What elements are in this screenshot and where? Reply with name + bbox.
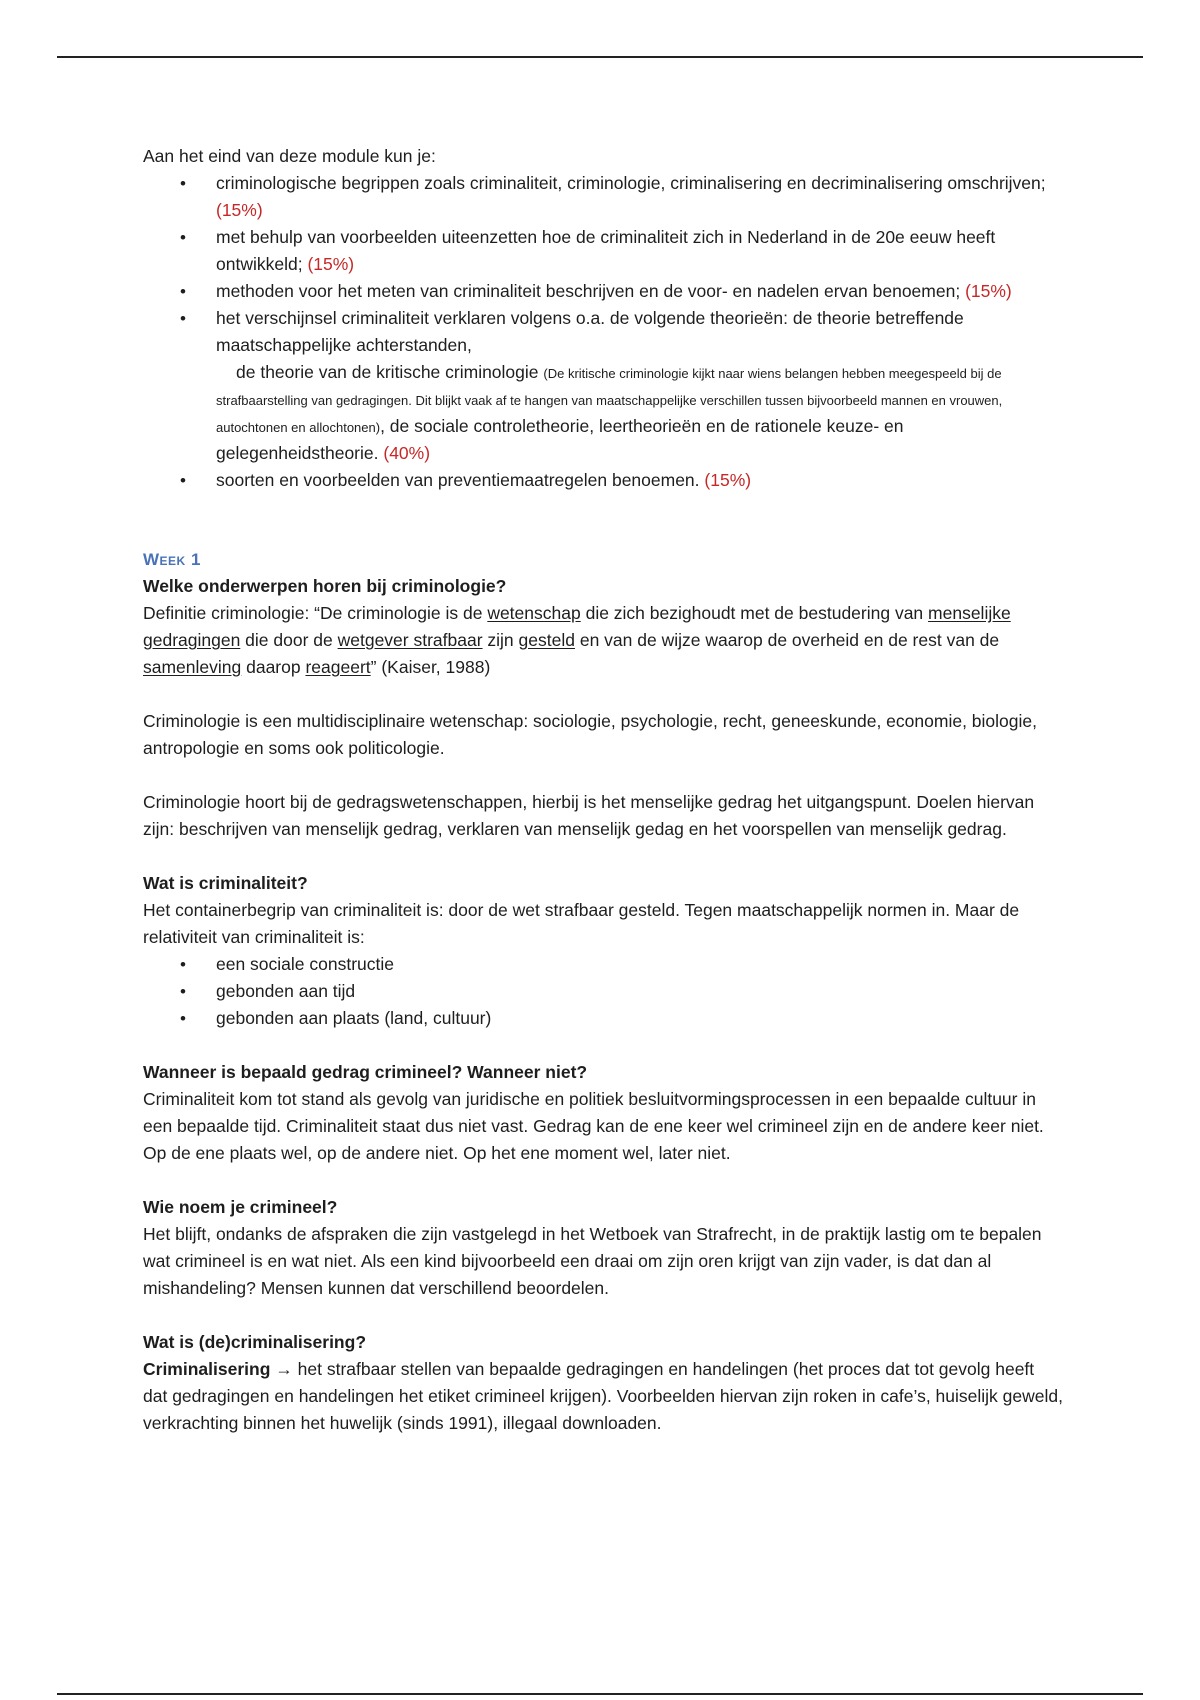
- paragraph: Criminaliteit kom tot stand als gevolg van juridische en politiek besluitvormingsprocessen in een bepaalde cultuur in een bepaalde tijd. Criminaliteit staat dus niet vast. Gedrag kan de ene keer wel crimineel zijn en de andere keer niet. Op de ene plaats wel, op de andere niet. Op het ene moment wel, later niet.: [143, 1089, 1044, 1163]
- arrow-icon: →: [270, 1359, 298, 1379]
- footnote-text: (De kritische criminologie kijkt naar wiens belangen hebben meegespeeld bij de strafbaarstelling van gedragingen. Dit blijkt vaak af te hangen van maatschappelijke verschillen tussen bijvoorbeeld mannen en vrouwen, autochtonen en allochtonen): [216, 366, 1003, 435]
- section-heading: Wanneer is bepaald gedrag crimineel? Wanneer niet?: [143, 1062, 588, 1082]
- week-heading: Week 1: [143, 550, 201, 569]
- weight-badge: (15%): [216, 200, 263, 220]
- section-heading: Wat is (de)criminalisering?: [143, 1332, 367, 1352]
- paragraph: Criminologie hoort bij de gedragswetenschappen, hierbij is het menselijke gedrag het uitgangspunt. Doelen hiervan zijn: beschrijven van menselijk gedrag, verklaren van menselijk gedag en het voorspellen van menselijk gedrag.: [143, 792, 1035, 839]
- footer-rule: [57, 1693, 1143, 1695]
- weight-badge: (40%): [383, 443, 431, 463]
- definition-paragraph: Definitie criminologie: “De criminologie is de wetenschap die zich bezighoudt met de bestudering van menselijke gedragingen die door de wetgever strafbaar zijn gesteld en van de wijze waarop de overheid en de rest van de samenleving daarop reageert” (Kaiser, 1988): [143, 603, 1011, 677]
- list-item: • gebonden aan tijd: [143, 978, 1063, 1005]
- paragraph: Het blijft, ondanks de afspraken die zijn vastgelegd in het Wetboek van Strafrecht, in de praktijk lastig om te bepalen wat crimineel is en wat niet. Als een kind bijvoorbeeld een draai om zijn oren krijgt van zijn vader, is dat dan al mishandeling? Mensen kunnen dat verschillend beoordelen.: [143, 1224, 1042, 1298]
- relativity-list: [143, 951, 1063, 1032]
- weight-badge: (15%): [965, 281, 1012, 301]
- list-item: • gebonden aan plaats (land, cultuur): [143, 1005, 1063, 1032]
- objectives-list: [143, 170, 1063, 494]
- list-item: • criminologische begrippen zoals criminaliteit, criminologie, criminalisering en decriminalisering omschrijven; (15%): [143, 170, 1063, 224]
- list-item: • het verschijnsel criminaliteit verklaren volgens o.a. de volgende theorieën: de theorie betreffende maatschappelijke achterstanden, de theorie van de kritische criminologie (De kritische criminologie kijkt naar wiens belangen hebben meegespeeld bij de strafbaarstelling van gedragingen. Dit blijkt vaak af te hangen van maatschappelijke verschillen tussen bijvoorbeeld mannen en vrouwen, autochtonen en allochtonen), de sociale controletheorie, leertheorieën en de rationele keuze- en gelegenheidstheorie. (40%): [143, 305, 1063, 467]
- paragraph: Het containerbegrip van criminaliteit is: door de wet strafbaar gesteld. Tegen maatschappelijk normen in. Maar de relativiteit van criminaliteit is:: [143, 900, 1020, 947]
- list-item: • met behulp van voorbeelden uiteenzetten hoe de criminaliteit zich in Nederland in de 20e eeuw heeft ontwikkeld; (15%): [143, 224, 1063, 278]
- section-heading: Welke onderwerpen horen bij criminologie?: [143, 576, 507, 596]
- paragraph: Criminologie is een multidisciplinaire wetenschap: sociologie, psychologie, recht, geneeskunde, economie, biologie, antropologie en soms ook politicologie.: [143, 711, 1037, 758]
- document-page: [143, 143, 1063, 1437]
- header-rule: [57, 56, 1143, 58]
- weight-badge: (15%): [704, 470, 752, 490]
- list-item: • soorten en voorbeelden van preventiemaatregelen benoemen. (15%): [143, 467, 1063, 494]
- section-heading: Wat is criminaliteit?: [143, 873, 308, 893]
- paragraph: Criminalisering → het strafbaar stellen van bepaalde gedragingen en handelingen (het proces dat tot gevolg heeft dat gedragingen en handelingen het etiket crimineel krijgen). Voorbeelden hiervan zijn roken in cafe’s, huiselijk geweld, verkrachting binnen het huwelijk (sinds 1991), illegaal downloaden.: [143, 1359, 1063, 1433]
- term-label: Criminalisering: [143, 1359, 271, 1379]
- intro-text: Aan het eind van deze module kun je:: [143, 146, 436, 166]
- section-heading: Wie noem je crimineel?: [143, 1197, 338, 1217]
- weight-badge: (15%): [307, 254, 355, 274]
- list-item: • methoden voor het meten van criminaliteit beschrijven en de voor- en nadelen ervan benoemen; (15%): [143, 278, 1063, 305]
- list-item: • een sociale constructie: [143, 951, 1063, 978]
